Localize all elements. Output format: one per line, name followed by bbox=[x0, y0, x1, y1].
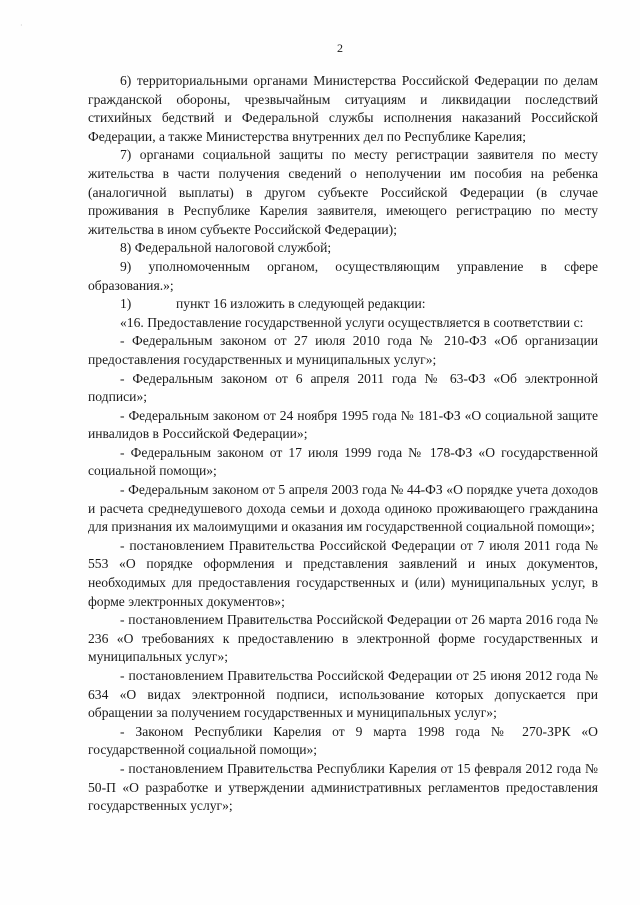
legal-basis-item: - постановлением Правительства Российской Федерации от 25 июня 2012 года № 634 «О видах электронной подписи, использование которых допускается при обращении за получением государственных и муниципальных услуг»; bbox=[88, 668, 598, 721]
amendment-marker: 1) bbox=[120, 296, 132, 312]
page-number: 2 bbox=[337, 41, 343, 55]
paragraph-item-9: 9) уполномоченным органом, осуществляющим управление в сфере образования.»; bbox=[88, 258, 598, 293]
legal-basis-item: - постановлением Правительства Республики Карелия от 15 февраля 2012 года № 50-П «О разработке и утверждении административных регламентов предоставления государственных услуг»; bbox=[88, 760, 598, 814]
paragraph-item-7: 7) органами социальной защиты по месту регистрации заявителя по месту жительства в части получения сведений о неполучении им пособия на ребенка (аналогичной выплаты) в другом субъекте Российской Федерации (в случае проживания в Республике Карелия заявителя, имеющего регистрацию по месту жительства в ином субъекте Российской Федерации); bbox=[88, 147, 598, 237]
legal-basis-item: - Федеральным законом от 17 июля 1999 года № 178-ФЗ «О государственной социальной помощи»; bbox=[88, 444, 598, 479]
document-body bbox=[88, 72, 598, 816]
legal-basis-item: - Законом Республики Карелия от 9 марта 1998 года № 270-ЗРК «О государственной социальной помощи»; bbox=[88, 723, 598, 758]
legal-basis-item: - Федеральным законом от 6 апреля 2011 года № 63-ФЗ «Об электронной подписи»; bbox=[88, 370, 598, 405]
legal-basis-item: - Федеральным законом от 27 июля 2010 года № 210-ФЗ «Об организации предоставления государственных и муниципальных услуг»; bbox=[88, 333, 598, 367]
corner-mark: · bbox=[20, 21, 23, 30]
paragraph-item-8: 8) Федеральной налоговой службой; bbox=[120, 240, 332, 256]
clause-16-intro: «16. Предоставление государственной услуги осуществляется в соответствии с: bbox=[120, 314, 584, 330]
legal-basis-item: - Федеральным законом от 24 ноября 1995 года № 181-ФЗ «О социальной защите инвалидов в Российской Федерации»; bbox=[88, 407, 598, 442]
amendment-item bbox=[88, 295, 598, 314]
amendment-text: пункт 16 изложить в следующей редакции: bbox=[176, 296, 426, 312]
legal-basis-item: - постановлением Правительства Российской Федерации от 26 марта 2016 года № 236 «О требованиях к предоставлению в электронной форме государственных и муниципальных услуг»; bbox=[88, 612, 598, 665]
paragraph-item-6: 6) территориальными органами Министерства Российской Федерации по делам гражданской обороны, чрезвычайным ситуациям и ликвидации последствий стихийных бедствий и Федеральной службы исполнения наказаний Российской Федерации, а также Министерства внутренних дел по Республике Карелия; bbox=[88, 73, 598, 144]
legal-basis-item: - Федеральным законом от 5 апреля 2003 года № 44-ФЗ «О порядке учета доходов и расчета среднедушевого дохода семьи и дохода одиноко проживающего гражданина для признания их малоимущими и оказания им государственной социальной помощи»; bbox=[88, 482, 598, 535]
legal-basis-item: - постановлением Правительства Российской Федерации от 7 июля 2011 года № 553 «О порядке оформления и представления заявлений и иных документов, необходимых для предоставления государственных и (или) муниципальных услуг, в форме электронных документов»; bbox=[88, 537, 598, 609]
